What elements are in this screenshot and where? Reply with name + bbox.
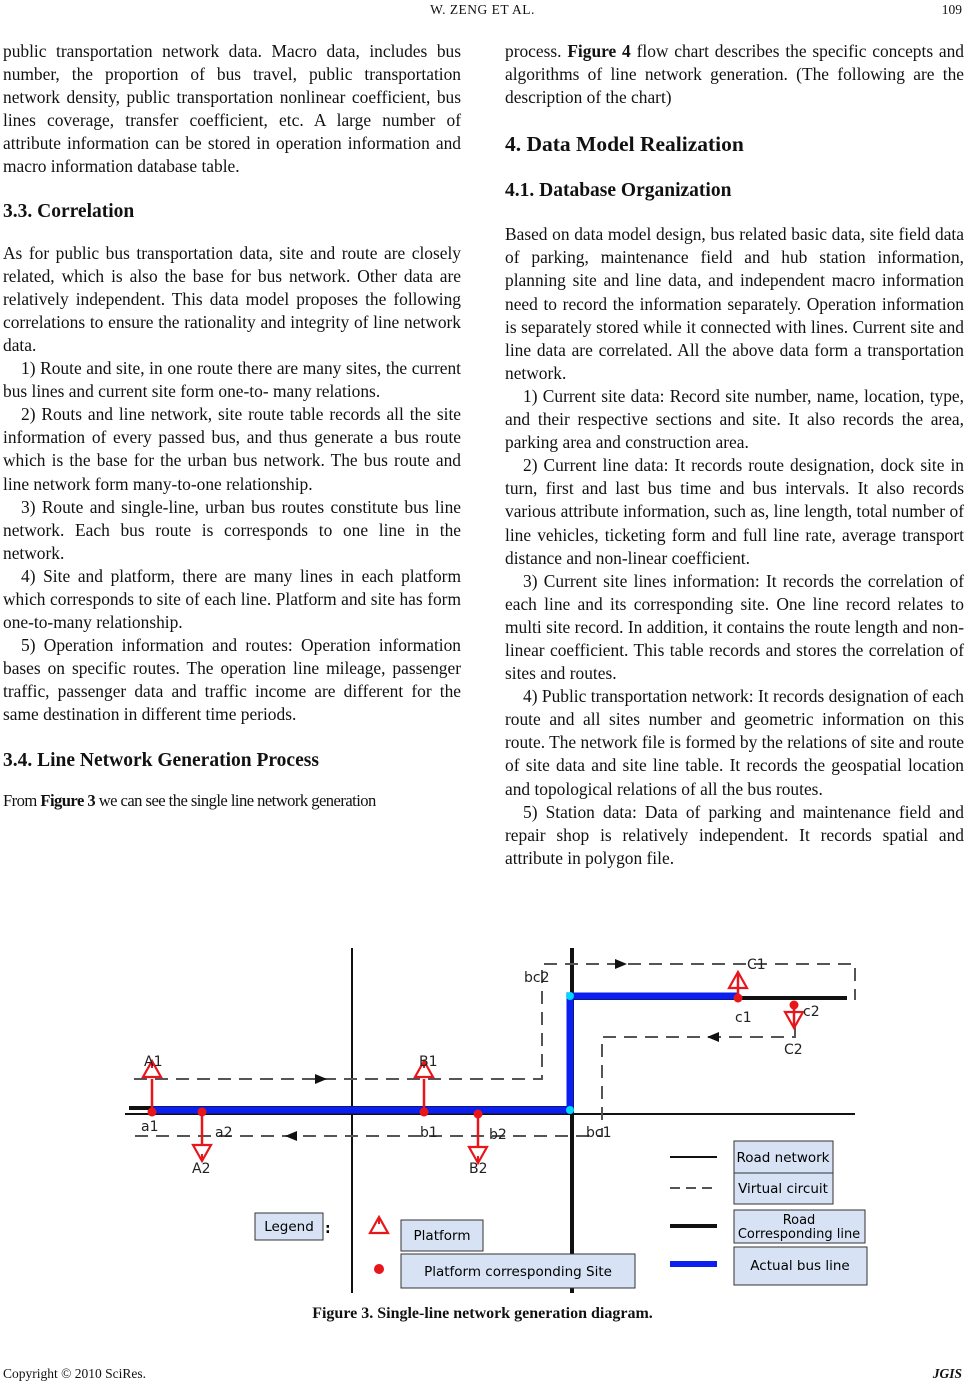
svg-text:Platform corresponding Site: Platform corresponding Site <box>424 1264 612 1280</box>
section-heading-4: 4. Data Model Realization <box>505 132 744 157</box>
list-item: 1) Route and site, in one route there are many sites, the current bus lines and current site form one-to- many relations. <box>3 358 461 402</box>
svg-text:A1: A1 <box>144 1054 163 1070</box>
svg-text:Actual bus line: Actual bus line <box>750 1258 850 1274</box>
running-header <box>0 0 965 22</box>
junction-point <box>566 992 574 1000</box>
svg-text:A2: A2 <box>192 1161 211 1177</box>
paragraph-generation: From Figure 3 we can see the single line network generation <box>3 790 376 810</box>
section-heading-3-3: 3.3. Correlation <box>3 200 135 222</box>
section-heading-4-1: 4.1. Database Organization <box>505 180 732 202</box>
direction-arrow-icon <box>615 959 627 969</box>
svg-text:b2: b2 <box>489 1127 507 1143</box>
svg-text:bc1: bc1 <box>586 1125 612 1141</box>
page-number: 109 <box>941 2 962 17</box>
direction-arrow-icon <box>315 1074 327 1084</box>
figure-caption: Figure 3. Single-line network generation diagram. <box>312 1305 653 1322</box>
svg-text:B1: B1 <box>419 1054 438 1070</box>
list-item: 4) Public transportation network: It records designation of each route and all sites number and geometric information on this route. The network file is formed by the relations of site and route of site data and site line table. It records the geospatial location and topological relations of all the bus routes. <box>505 686 964 799</box>
svg-text:Corresponding line: Corresponding line <box>737 1227 861 1242</box>
svg-text:Virtual circuit: Virtual circuit <box>738 1181 828 1197</box>
right-column <box>505 40 964 870</box>
left-column <box>3 40 461 812</box>
page-footer <box>3 1366 962 1382</box>
svg-text:c2: c2 <box>803 1004 820 1020</box>
svg-text:C2: C2 <box>784 1042 803 1058</box>
svg-text:a1: a1 <box>141 1119 159 1135</box>
running-title: W. ZENG ET AL. <box>430 2 535 17</box>
figure-reference[interactable]: Figure 4 <box>567 41 631 61</box>
figure-reference[interactable]: Figure 3 <box>40 790 96 810</box>
legend-site-swatch <box>374 1264 384 1274</box>
svg-text:a2: a2 <box>215 1125 233 1141</box>
list-item: 4) Site and platform, there are many lines in each platform which corresponds to site of each line. Platform and site has form one-to-many relationship. <box>3 565 461 633</box>
svg-text:c1: c1 <box>735 1010 752 1026</box>
list-item: 5) Operation information and routes: Operation information bases on specific routes. The operation line mileage, passenger traffic, passenger data and traffic income are different for the same destination in different time periods. <box>3 635 461 725</box>
list-item: 5) Station data: Data of parking and maintenance field and repair shop is relatively independent. It records spatial and attribute in polygon file. <box>505 801 964 868</box>
list-item: 2) Routs and line network, site route table records all the site information of every passed bus, and thus generate a bus route which is the base for the urban bus network. The bus route and line network form many-to-one relationship. <box>3 404 461 494</box>
network-diagram <box>97 948 872 1293</box>
paragraph-database: Based on data model design, bus related basic data, site field data of parking, maintenance field and hub station information, planning site and line data, and independent macro information need to record the information separately. Operation information is separately stored while it connected with lines. Current site and line data are correlated. All the above data form a transportation network. <box>505 224 964 383</box>
copyright-notice: Copyright © 2010 SciRes. <box>3 1366 147 1381</box>
paragraph-correlation: As for public bus transportation data, site and route are closely related, which is also the base for bus network. Other data are relatively independent. This data model proposes the following correlations to ensure the rationality and integrity of line network data. <box>3 242 461 355</box>
paragraph-continued: process. Figure 4 flow chart describes the specific concepts and algorithms of line network generation. (The following are the description of the chart) <box>505 41 964 108</box>
list-item: 2) Current line data: It records route designation, dock site in turn, first and last bus time and bus intervals. It also records various attribute information, such as, line length, total number of line vehicles, ticketing form and full line rate, average transport distance and non-linear coefficient. <box>505 455 964 568</box>
svg-text::: : <box>325 1221 331 1237</box>
paragraph-intro: public transportation network data. Macro data, includes bus number, the proportion of bus travel, public transportation network density, public transportation nonlinear coefficient, bus lines coverage, transfer coefficient, etc. A large number of attribute information can be stored in operation information and macro information database table. <box>3 41 461 177</box>
list-item: 1) Current site data: Record site number, name, location, type, and their respective sections and site. It also records the area, parking area and construction area. <box>505 385 964 453</box>
junction-point <box>566 1106 574 1114</box>
section-heading-3-4: 3.4. Line Network Generation Process <box>3 749 319 771</box>
legend <box>255 1141 867 1288</box>
direction-arrow-icon <box>707 1032 719 1042</box>
direction-arrow-icon <box>285 1131 297 1141</box>
svg-text:C1: C1 <box>747 957 766 973</box>
list-item: 3) Route and single-line, urban bus routes constitute bus line network. Each bus route is corresponds to one line in the network. <box>3 496 461 563</box>
list-item: 3) Current site lines information: It records the correlation of each line and its corresponding site. One line record relates to multi site record. In addition, it contains the route length and non-linear coefficient. This table records and stores the correlation of sites and routes. <box>505 570 964 684</box>
svg-text:b1: b1 <box>420 1125 438 1141</box>
svg-text:Road: Road <box>782 1213 816 1228</box>
svg-text:bc2: bc2 <box>524 970 550 986</box>
figure-3 <box>97 948 872 1293</box>
actual-bus-line <box>152 996 737 1110</box>
svg-text:Platform: Platform <box>413 1228 471 1244</box>
svg-text:B2: B2 <box>469 1161 488 1177</box>
svg-text:Road network: Road network <box>736 1150 830 1166</box>
svg-text:Legend: Legend <box>264 1219 314 1235</box>
journal-abbrev: JGIS <box>932 1366 962 1381</box>
point-labels <box>141 957 820 1177</box>
